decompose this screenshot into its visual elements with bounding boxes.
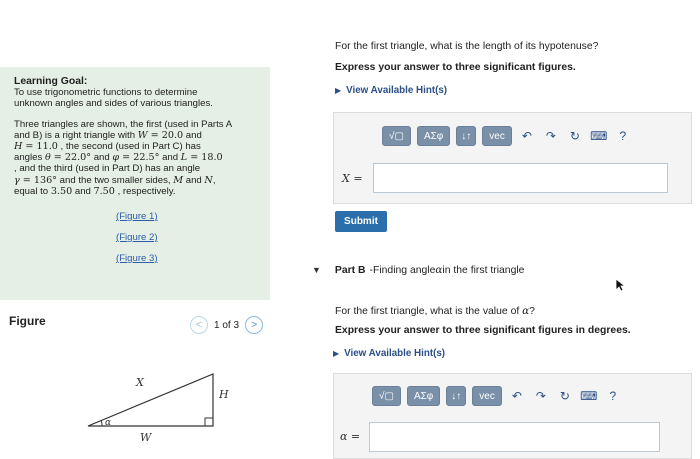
equals: =	[119, 152, 134, 164]
vec-icon: vec	[489, 130, 505, 142]
mouse-cursor-icon	[615, 278, 627, 292]
phi-value: 22.5°	[133, 152, 160, 164]
desc-text: , the second (used in Part C) has	[57, 141, 201, 153]
equals: =	[22, 141, 37, 153]
submit-button[interactable]: Submit	[335, 211, 387, 232]
reset-icon: ↻	[559, 389, 570, 403]
chevron-left-icon: <	[195, 319, 203, 331]
n-symbol: N	[204, 174, 213, 186]
theta-symbol: θ	[44, 152, 51, 164]
part-a-hint-toggle[interactable]	[335, 85, 447, 96]
problem-description	[14, 119, 260, 197]
alpha-label: α	[105, 418, 112, 428]
arrows-updown-icon: ↓↑	[461, 130, 472, 142]
desc-text: and	[91, 152, 113, 164]
desc-text: and	[183, 129, 202, 141]
right-triangle-figure	[80, 370, 230, 450]
caret-down-icon: ▼	[312, 265, 321, 275]
desc-text: and the two smaller sides,	[56, 174, 171, 186]
l-symbol: L	[180, 152, 188, 164]
vector-button[interactable]	[482, 126, 512, 146]
m-symbol: M	[173, 174, 184, 186]
desc-line-5: , and the third (used in Part D) has an angle	[14, 163, 201, 175]
part-a-question: For the first triangle, what is the length of its hypotenuse?	[335, 41, 599, 52]
pager-text: 1 of 3	[214, 319, 240, 331]
sqrt-icon: √▢	[389, 130, 404, 142]
part-b-math-toolbar	[372, 386, 622, 406]
figure-1-link[interactable]: (Figure 1)	[116, 211, 158, 223]
part-b-instruction: Express your answer to three significant figures in degrees.	[335, 325, 631, 336]
hypotenuse-label: X	[136, 376, 144, 389]
desc-text: and B) is a right triangle with	[14, 129, 136, 141]
equals: =	[147, 129, 162, 141]
desc-text: ,	[212, 174, 216, 186]
part-b-label: Part B	[334, 264, 366, 276]
help-icon: ?	[609, 389, 617, 403]
help-button[interactable]	[614, 127, 632, 145]
part-a-answer-input[interactable]	[373, 163, 668, 193]
w-value: 20.0	[161, 129, 184, 141]
templates-button[interactable]	[372, 386, 401, 406]
part-b-question-end: ?	[529, 306, 535, 317]
redo-button[interactable]	[542, 127, 560, 145]
undo-button[interactable]	[508, 387, 526, 405]
greek-icon: ΑΣφ	[423, 130, 444, 142]
prev-figure-button[interactable]	[190, 316, 208, 334]
vector-button[interactable]	[472, 386, 502, 406]
desc-text: and	[159, 152, 181, 164]
m-value: 3.50	[50, 185, 73, 197]
desc-text: and	[183, 174, 205, 186]
phi-symbol: φ	[112, 152, 120, 164]
desc-text: equal to	[14, 185, 49, 197]
hint-label: View Available Hint(s)	[346, 85, 448, 96]
w-symbol: W	[137, 129, 148, 141]
figure-label: Figure	[9, 314, 46, 328]
sqrt-icon: √▢	[379, 390, 394, 402]
hint-label: View Available Hint(s)	[344, 348, 446, 359]
figure-links	[116, 211, 260, 274]
part-b-answer-input[interactable]	[369, 422, 660, 452]
reset-icon: ↻	[569, 129, 580, 143]
h-value: 11.0	[36, 141, 58, 153]
redo-icon: ↷	[545, 129, 556, 143]
desc-line-2	[14, 130, 260, 141]
angle-arc	[101, 420, 102, 426]
reset-button[interactable]	[566, 127, 584, 145]
arrows-updown-icon: ↓↑	[451, 390, 462, 402]
redo-button[interactable]	[532, 387, 550, 405]
part-b-question-text: For the first triangle, what is the value of	[335, 306, 523, 317]
help-button[interactable]	[604, 387, 622, 405]
help-icon: ?	[619, 129, 627, 143]
right-angle-marker	[205, 418, 213, 426]
desc-line-1: Three triangles are shown, the first (used in Parts A	[14, 118, 233, 130]
desc-line-6	[14, 175, 260, 186]
desc-line-3	[14, 141, 260, 152]
keyboard-button[interactable]	[590, 127, 608, 145]
desc-text: angles	[14, 152, 43, 164]
desc-line-7	[14, 186, 260, 197]
goal-line-2: unknown angles and sides of various triangles.	[14, 98, 213, 110]
equals: =	[50, 152, 65, 164]
keyboard-icon: ⌨	[580, 389, 598, 403]
n-value: 7.50	[93, 185, 115, 197]
greek-icon: ΑΣφ	[413, 390, 434, 402]
gamma-value: 136°	[33, 174, 57, 186]
part-a-instruction: Express your answer to three significant figures.	[335, 62, 576, 73]
part-b-title-end: in the first triangle	[442, 264, 525, 276]
greek-symbols-button[interactable]	[417, 126, 450, 146]
theta-value: 22.0°	[64, 152, 92, 164]
part-b-alpha: α	[435, 264, 443, 276]
figure-2-link[interactable]: (Figure 2)	[116, 232, 158, 244]
desc-line-4	[14, 152, 260, 163]
equals: =	[19, 174, 34, 186]
part-b-hint-toggle[interactable]	[333, 348, 445, 359]
learning-goal-heading: Learning Goal:	[14, 76, 88, 87]
redo-icon: ↷	[535, 389, 546, 403]
desc-text: and	[72, 185, 94, 197]
next-figure-button[interactable]	[245, 316, 263, 334]
vec-icon: vec	[479, 390, 495, 402]
part-b-title: Finding angle	[373, 264, 436, 276]
undo-icon: ↶	[521, 129, 532, 143]
part-b-variable-label: α =	[340, 430, 361, 443]
chevron-right-icon: >	[250, 319, 258, 331]
h-symbol: H	[14, 141, 23, 153]
part-b-question	[335, 305, 535, 317]
base-label: W	[140, 431, 152, 444]
part-b-dash: -	[369, 264, 373, 276]
reset-button[interactable]	[556, 387, 574, 405]
undo-button[interactable]	[518, 127, 536, 145]
figure-3-link[interactable]: (Figure 3)	[116, 253, 158, 265]
desc-text: , respectively.	[114, 185, 176, 197]
learning-goal-panel	[0, 67, 270, 300]
figure-pager	[190, 316, 263, 334]
part-a-math-toolbar	[382, 126, 632, 146]
greek-symbols-button[interactable]	[407, 386, 440, 406]
caret-right-icon: ▶	[335, 86, 342, 95]
part-b-header[interactable]	[312, 264, 524, 276]
keyboard-icon: ⌨	[590, 129, 608, 143]
height-label: H	[219, 388, 229, 401]
caret-right-icon: ▶	[333, 349, 340, 358]
part-b-question-alpha: α	[522, 305, 530, 317]
keyboard-button[interactable]	[580, 387, 598, 405]
equals: =	[187, 152, 202, 164]
subscript-button[interactable]	[456, 126, 476, 146]
undo-icon: ↶	[511, 389, 522, 403]
templates-button[interactable]	[382, 126, 411, 146]
l-value: 18.0	[201, 152, 223, 164]
part-a-variable-label: X =	[342, 172, 363, 185]
subscript-button[interactable]	[446, 386, 466, 406]
goal-line-1: To use trigonometric functions to determine	[14, 87, 198, 99]
gamma-symbol: γ	[14, 174, 20, 186]
